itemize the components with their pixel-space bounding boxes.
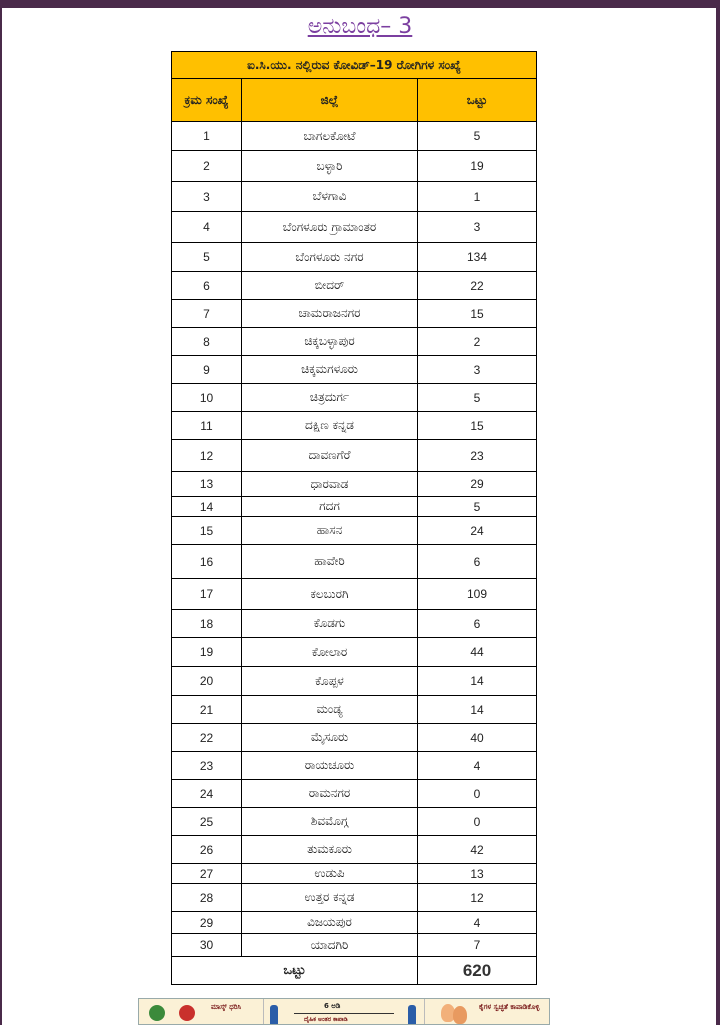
table-row [172,412,537,440]
masked-face-icon [149,1005,165,1021]
row-district: ವಿಜಯಪುರ [242,912,418,934]
table-row [172,808,537,836]
row-count: 5 [418,384,537,412]
table-row [172,356,537,384]
masked-face-icon [179,1005,195,1021]
table-row [172,384,537,412]
row-district: ಉಡುಪಿ [242,864,418,884]
row-district: ಚಿಕ್ಕಬಳ್ಳಾಪುರ [242,328,418,356]
row-count: 29 [418,472,537,497]
row-count: 6 [418,545,537,579]
table-row [172,300,537,328]
header-serial: ಕ್ರಮ ಸಂಖ್ಯೆ [172,79,242,122]
row-count: 109 [418,579,537,610]
total-label: ಒಟ್ಟು [172,957,418,985]
row-count: 44 [418,638,537,667]
header-district: ಜಿಲ್ಲೆ [242,79,418,122]
header-total: ಒಟ್ಟು [418,79,537,122]
table-caption: ಐ.ಸಿ.ಯು. ನಲ್ಲಿರುವ ಕೋವಿಡ್–19 ರೋಗಿಗಳ ಸಂಖ್ಯೆ [172,52,537,79]
row-number: 10 [172,384,242,412]
row-count: 4 [418,752,537,780]
table-row [172,836,537,864]
row-count: 12 [418,884,537,912]
row-district: ಬೀದರ್ [242,272,418,300]
distance-arrow-icon [294,1013,394,1014]
row-number: 29 [172,912,242,934]
row-number: 3 [172,182,242,212]
row-district: ಮಂಡ್ಯ [242,696,418,724]
safety-banner [138,998,550,1025]
table-row [172,122,537,151]
row-number: 13 [172,472,242,497]
icu-patients-table [171,51,537,985]
table-row [172,934,537,957]
row-count: 4 [418,912,537,934]
row-district: ಮೈಸೂರು [242,724,418,752]
table-row [172,912,537,934]
row-district: ಹಾಸನ [242,517,418,545]
row-district: ಚಿತ್ರದುರ್ಗ [242,384,418,412]
total-value: 620 [418,957,537,985]
row-count: 0 [418,808,537,836]
total-row [172,957,537,985]
row-district: ಕೊಡಗು [242,610,418,638]
row-count: 5 [418,497,537,517]
row-count: 3 [418,212,537,243]
table-row [172,724,537,752]
row-number: 15 [172,517,242,545]
row-count: 24 [418,517,537,545]
row-number: 22 [172,724,242,752]
handwash-text: ಕೈಗಳ ಸ್ವಚ್ಛತೆ ಕಾಪಾಡಿಕೊಳ್ಳಿ [479,1003,540,1011]
row-number: 28 [172,884,242,912]
row-count: 19 [418,151,537,182]
row-count: 1 [418,182,537,212]
row-number: 21 [172,696,242,724]
row-count: 2 [418,328,537,356]
handwash-section [429,999,550,1025]
table-row [172,667,537,696]
row-count: 14 [418,696,537,724]
row-count: 14 [418,667,537,696]
row-district: ಚಾಮರಾಜನಗರ [242,300,418,328]
row-count: 42 [418,836,537,864]
distance-section [263,999,425,1025]
row-district: ತುಮಕೂರು [242,836,418,864]
table-row [172,884,537,912]
row-number: 11 [172,412,242,440]
table-row [172,212,537,243]
table-row [172,151,537,182]
row-district: ಕೋಲಾರ [242,638,418,667]
row-number: 5 [172,243,242,272]
row-district: ಬಾಗಲಕೋಟೆ [242,122,418,151]
row-count: 22 [418,272,537,300]
row-count: 40 [418,724,537,752]
person-icon [270,1005,278,1025]
row-district: ಗದಗ [242,497,418,517]
row-number: 14 [172,497,242,517]
row-district: ಬೆಳಗಾವಿ [242,182,418,212]
distance-sub: ದೈಹಿಕ ಅಂತರ ಕಾಪಾಡಿ [304,1016,348,1023]
row-count: 0 [418,780,537,808]
table-row [172,696,537,724]
row-district: ಧಾರವಾಡ [242,472,418,497]
row-district: ಚಿಕ್ಕಮಗಳೂರು [242,356,418,384]
table-row [172,752,537,780]
row-number: 20 [172,667,242,696]
row-number: 19 [172,638,242,667]
row-number: 9 [172,356,242,384]
row-number: 6 [172,272,242,300]
row-count: 134 [418,243,537,272]
table-row [172,440,537,472]
table-row [172,272,537,300]
row-district: ಕಲಬುರಗಿ [242,579,418,610]
table-row [172,610,537,638]
row-district: ದಕ್ಷಿಣ ಕನ್ನಡ [242,412,418,440]
row-district: ಯಾದಗಿರಿ [242,934,418,957]
table-row [172,864,537,884]
person-icon [408,1005,416,1025]
row-number: 8 [172,328,242,356]
row-number: 24 [172,780,242,808]
mask-section [139,999,257,1025]
row-district: ಬಳ್ಳಾರಿ [242,151,418,182]
row-district: ಬೆಂಗಳೂರು ನಗರ [242,243,418,272]
row-number: 2 [172,151,242,182]
table-row [172,638,537,667]
row-number: 7 [172,300,242,328]
table-row [172,517,537,545]
row-count: 3 [418,356,537,384]
row-count: 6 [418,610,537,638]
row-count: 5 [418,122,537,151]
row-number: 12 [172,440,242,472]
row-count: 7 [418,934,537,957]
row-number: 16 [172,545,242,579]
row-number: 25 [172,808,242,836]
row-number: 30 [172,934,242,957]
row-count: 23 [418,440,537,472]
hands-icon [453,1006,467,1024]
row-number: 4 [172,212,242,243]
table-row [172,328,537,356]
row-district: ರಾಯಚೂರು [242,752,418,780]
row-count: 15 [418,300,537,328]
row-district: ಕೊಪ್ಪಳ [242,667,418,696]
row-district: ದಾವಣಗೆರೆ [242,440,418,472]
mask-text: ಮಾಸ್ಕ್ ಧರಿಸಿ [211,1003,242,1011]
row-number: 26 [172,836,242,864]
row-district: ಉತ್ತರ ಕನ್ನಡ [242,884,418,912]
row-district: ರಾಮನಗರ [242,780,418,808]
row-number: 23 [172,752,242,780]
row-district: ಶಿವಮೊಗ್ಗ [242,808,418,836]
row-district: ಬೆಂಗಳೂರು ಗ್ರಾಮಾಂತರ [242,212,418,243]
row-number: 17 [172,579,242,610]
distance-text: 6 ಅಡಿ [324,1002,341,1010]
page-title: ಅನುಬಂಧ– 3 [307,14,413,39]
row-number: 18 [172,610,242,638]
table-row [172,497,537,517]
row-district: ಹಾವೇರಿ [242,545,418,579]
row-number: 27 [172,864,242,884]
table-row [172,472,537,497]
row-count: 15 [418,412,537,440]
row-number: 1 [172,122,242,151]
table-row [172,243,537,272]
row-count: 13 [418,864,537,884]
table-row [172,579,537,610]
table-row [172,182,537,212]
table-row [172,780,537,808]
table-row [172,545,537,579]
